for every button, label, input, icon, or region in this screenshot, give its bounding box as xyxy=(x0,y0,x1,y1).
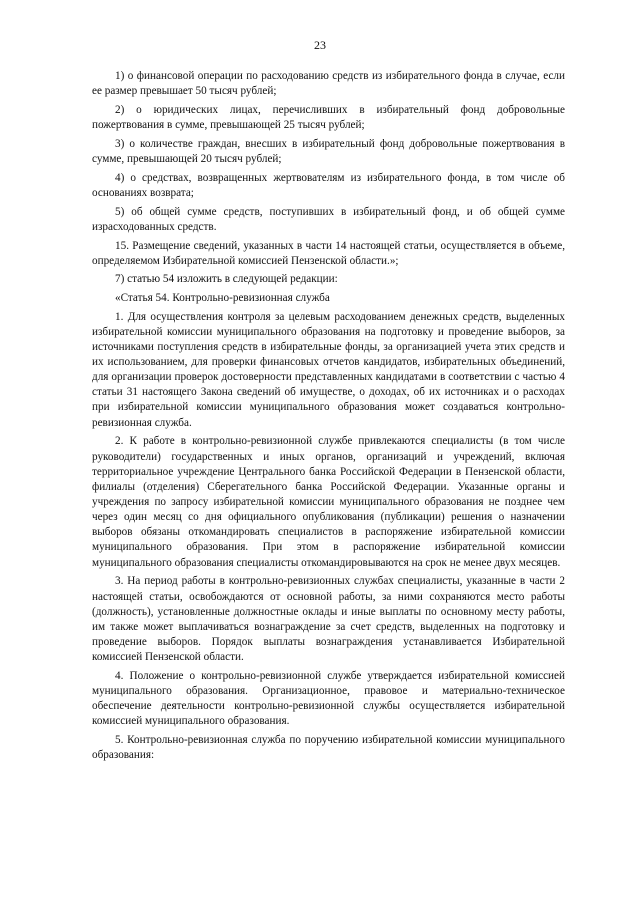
page-number: 23 xyxy=(314,38,326,52)
article-54-part-4: 4. Положение о контрольно-ревизионной службе утверждается избирательной комиссией муниципального образования. Организационное, правовое и материально-техническое обеспечение деятельности контрольно-ревизионной службы осуществляется избирательной комиссией муниципального образования. xyxy=(92,669,565,728)
paragraph-part-15-placement: 15. Размещение сведений, указанных в части 14 настоящей статьи, осуществляется в объеме, определяемом Избирательной комиссией Пензенской области.»; xyxy=(92,239,565,267)
article-54-part-2: 2. К работе в контрольно-ревизионной службе привлекаются специалисты (в том числе руководители) государственных и иных органов, организаций и учреждений, включая территориальное учреждение Центрального банка Российской Федерации в Пензенской области, филиалы (отделения) Сберегательного банка Российской Федерации. Указанные органы и учреждения по запросу избирательной комиссии муниципального образования не позднее чем через один месяц со дня официального опубликования (публикации) решения о назначении выборов обязаны откомандировать специалистов в распоряжение избирательной комиссии муниципального образования. При этом в распоряжение избирательной комиссии муниципального образования специалисты откомандировываются на срок не менее двух месяцев. xyxy=(92,435,565,569)
paragraph-item-5-total-sum: 5) об общей сумме средств, поступивших в избирательный фонд, и об общей сумме израсходованных средств. xyxy=(92,205,565,233)
article-54-part-1: 1. Для осуществления контроля за целевым расходованием денежных средств, выделенных избирательной комиссии муниципального образования на подготовку и проведение выборов, за источниками поступления средств в избирательные фонды, за организацией учета этих средств и их использованием, для проверки финансовых отчетов кандидатов, избирательных объединений, для организации проверок достоверности представленных кандидатами в соответствии с частью 4 статьи 31 настоящего Закона сведений об имуществе, о доходах, об их источниках и о расходах при избирательной комиссии муниципального образования может создаваться контрольно-ревизионная служба. xyxy=(92,310,565,429)
document-body xyxy=(92,69,565,767)
paragraph-item-2-legal-entities: 2) о юридических лицах, перечисливших в избирательный фонд добровольные пожертвования в сумме, превышающей 25 тысяч рублей; xyxy=(92,103,565,132)
paragraph-item-7-article-54-amendment: 7) статью 54 изложить в следующей редакции: xyxy=(115,273,338,286)
article-54-part-3: 3. На период работы в контрольно-ревизионных службах специалисты, указанные в части 2 настоящей статьи, освобождаются от основной работы, за ними сохраняются место работы (должность), установленные должностные оклады и иные выплаты по основному месту работы, им также может выплачиваться вознаграждение за счет средств, выделенных на подготовку и проведение выборов. Порядок выплаты вознаграждения устанавливается Избирательной комиссией Пензенской области. xyxy=(92,575,565,664)
paragraph-item-4-returned-funds: 4) о средствах, возвращенных жертвователям из избирательного фонда, в том числе об основаниях возврата; xyxy=(92,171,565,199)
article-54-heading: «Статья 54. Контрольно-ревизионная служба xyxy=(115,291,330,304)
article-54-part-5: 5. Контрольно-ревизионная служба по поручению избирательной комиссии муниципального образования: xyxy=(92,734,565,762)
paragraph-item-1-financial-operation: 1) о финансовой операции по расходованию средств из избирательного фонда в случае, если ее размер превышает 50 тысяч рублей; xyxy=(92,70,565,98)
paragraph-item-3-citizens-count: 3) о количестве граждан, внесших в избирательный фонд добровольные пожертвования в сумме, превышающей 20 тысяч рублей; xyxy=(92,137,565,165)
